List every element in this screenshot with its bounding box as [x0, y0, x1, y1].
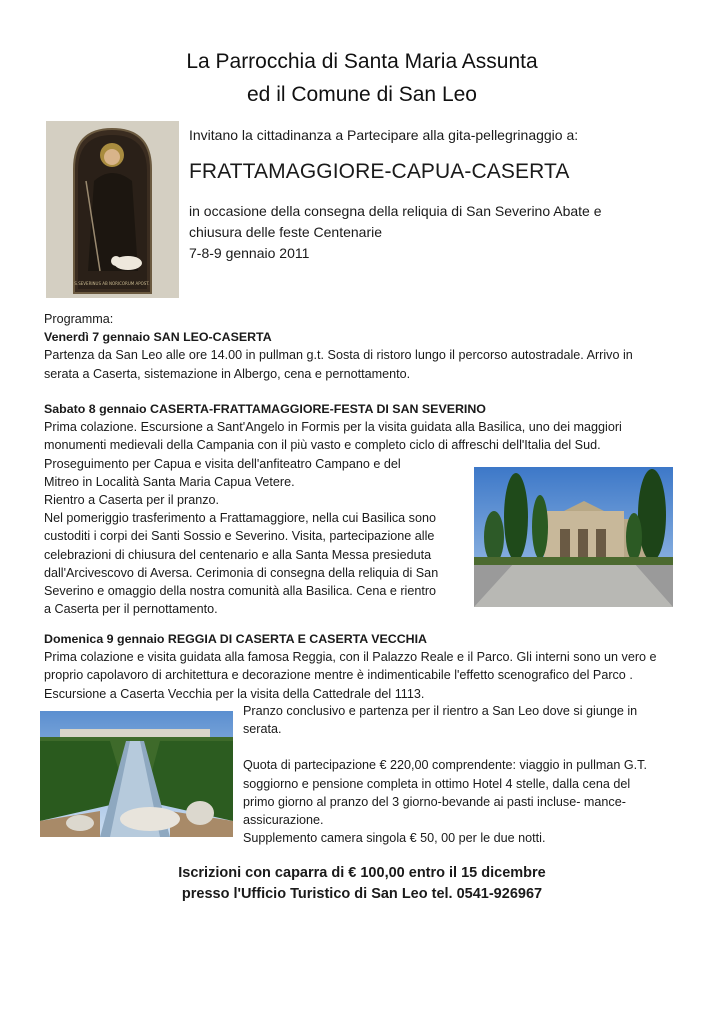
footer-line-2: presso l'Ufficio Turistico di San Leo tel. 0541-926967: [181, 886, 543, 902]
day3-line: Pranzo conclusivo e partenza per il rientro a San Leo dove si giunge in: [243, 704, 638, 718]
day3-heading: Domenica 9 gennaio REGGIA DI CASERTA E CASERTA VECCHIA: [44, 632, 428, 646]
day2-line: Nel pomeriggio trasferimento a Frattamaggiore, nella cui Basilica sono: [44, 511, 436, 526]
invite-text: Invitano la cittadinanza a Partecipare alla gita-pellegrinaggio a:: [189, 127, 579, 143]
occasion-text: [189, 201, 679, 264]
closing-section: [243, 702, 713, 847]
day2-line: celebrazioni di chiusura del centenario e alla Santa Messa presieduta: [44, 547, 432, 562]
title-line-2: ed il Comune di San Leo: [247, 83, 477, 106]
day1-line: Partenza da San Leo alle ore 14.00 in pullman g.t. Sosta di ristoro lungo il percorso autostradale. Arrivo in: [44, 348, 633, 363]
day2-line: Proseguimento per Capua e visita dell'anfiteatro Campano e del: [44, 456, 401, 471]
quota-line: primo giorno al pranzo del 3 giorno-bevande ai pasti incluse- mance-: [243, 794, 626, 809]
day2-line: monumenti medievali della Campania con il più vasto e completo ciclo di affreschi dell'Italia del Sud.: [44, 438, 601, 453]
day2-heading: Sabato 8 gennaio CASERTA-FRATTAMAGGIORE-FESTA DI SAN SEVERINO: [44, 402, 486, 416]
saint-painting-image: [46, 121, 179, 298]
day2-line: Rientro a Caserta per il pranzo.: [44, 493, 219, 508]
destination-title: FRATTAMAGGIORE-CAPUA-CASERTA: [189, 160, 570, 183]
occasion-line-2: chiusura delle feste Centenarie: [189, 224, 383, 240]
day3-line: serata.: [243, 722, 282, 737]
day2-line: custoditi i corpi dei Santi Sossio e Severino. Visita, partecipazione alle: [44, 529, 435, 544]
event-dates: 7-8-9 gennaio 2011: [189, 245, 310, 261]
title-line-1: La Parrocchia di Santa Maria Assunta: [186, 50, 538, 73]
day3-line: proprio capolavoro di architettura e decorazione mentre è indimenticabile l'effetto scenografico del Parco .: [44, 668, 633, 683]
footer-line-1: Iscrizioni con caparra di € 100,00 entro il 15 dicembre: [178, 865, 546, 881]
programma-label: Programma:: [44, 312, 114, 326]
programma-section: [44, 310, 684, 383]
occasion-line-1: in occasione della consegna della reliquia di San Severino Abate e: [189, 203, 602, 219]
quota-line: assicurazione.: [243, 813, 324, 828]
reggia-park-photo: [40, 711, 233, 837]
day2-line: a Caserta per il pernottamento.: [44, 602, 218, 617]
day1-line: serata a Caserta, sistemazione in Albergo, cena e pernottamento.: [44, 366, 411, 381]
basilica-photo: [474, 467, 673, 607]
day2-line: Prima colazione. Escursione a Sant'Angelo in Formis per la visita guidata alla Basilica, uno dei maggiori: [44, 420, 622, 435]
saint-caption: S.SEVERINUS AB NORICORUM APOST.: [74, 281, 150, 286]
quota-line: Quota di partecipazione € 220,00 comprendente: viaggio in pullman G.T.: [243, 758, 647, 773]
day2-line: Severino e omaggio della nostra comunità alla Basilica. Cena e rientro: [44, 584, 437, 599]
quota-line: soggiorno e pensione completa in ottimo Hotel 4 stelle, dalla cena del: [243, 776, 631, 791]
supplement-line: Supplemento camera singola € 50, 00 per le due notti.: [243, 831, 546, 846]
day1-heading: Venerdì 7 gennaio SAN LEO-CASERTA: [44, 330, 272, 345]
day3-section: [44, 630, 714, 703]
day3-line: Escursione a Caserta Vecchia per la visita della Cattedrale del 1113.: [44, 686, 425, 701]
day2-line: dall'Arcivescovo di Aversa. Cerimonia di consegna della reliquia di San: [44, 565, 439, 580]
day3-line: Prima colazione e visita guidata alla famosa Reggia, con il Palazzo Reale e il Parco. Gli interni sono un vero e: [44, 650, 657, 665]
day2-line: Mitreo in Località Santa Maria Capua Vetere.: [44, 474, 295, 489]
